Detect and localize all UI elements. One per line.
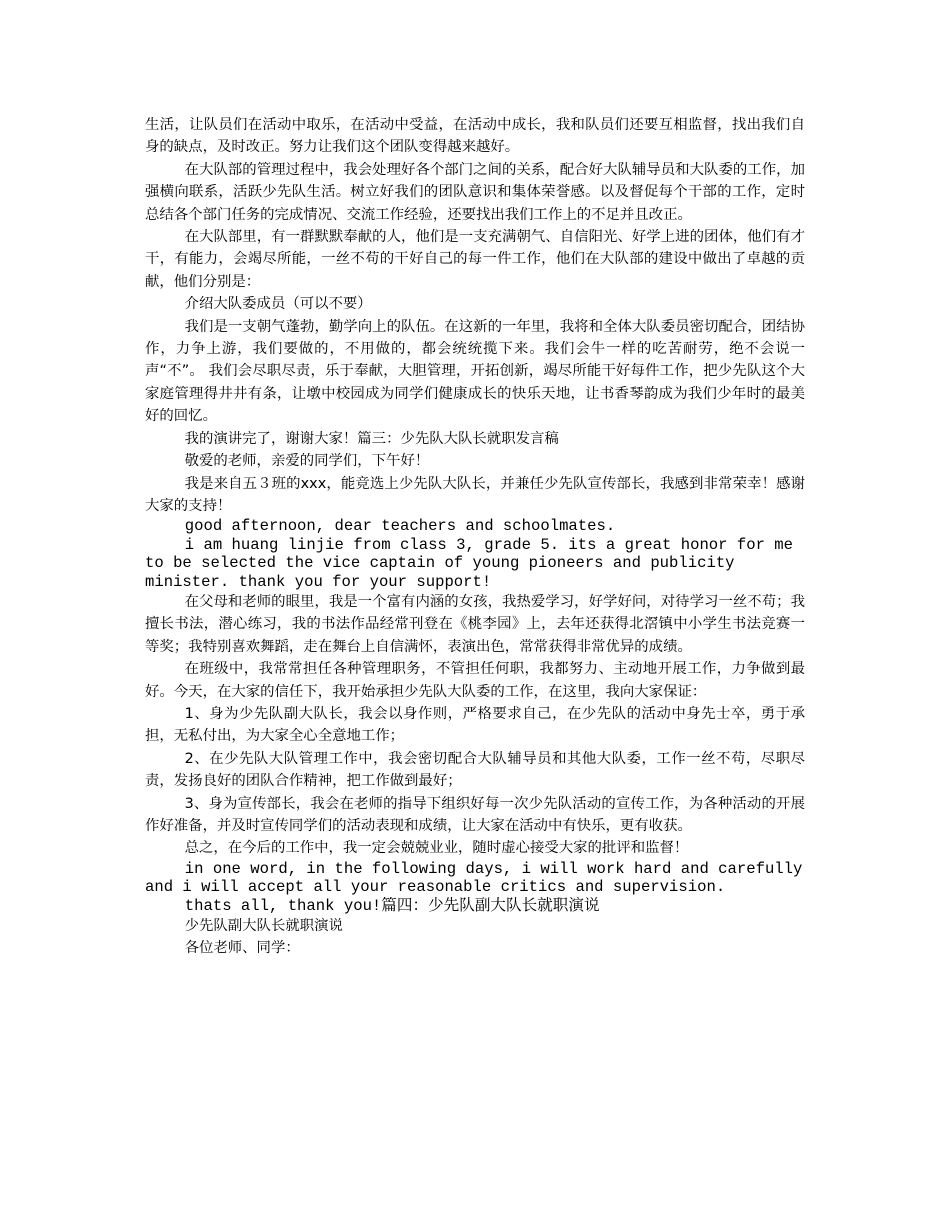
paragraph-speech-end: 我的演讲完了，谢谢大家！篇三：少先队大队长就职发言稿	[184, 430, 559, 447]
paragraph-thats-all: thats all, thank you!篇四：少先队副大队长就职演说	[184, 896, 600, 915]
paragraph-pledge-1: 1、身为少先队副大队长，我会以身作则，严格要求自己，在少先队的活动中身先士卒，勇于承担，无私付出，为大家全心全意地工作；	[145, 705, 805, 745]
paragraph-conclusion: 总之，在今后的工作中，我一定会兢兢业业，随时虚心接受大家的批评和监督！	[184, 840, 689, 857]
paragraph-english-conclusion: in one word, in the following days, i will work hard and carefully and i will accept all your reasonable critics and supervision.	[145, 859, 803, 897]
paragraph-pledge-3: 3、身为宣传部长，我会在老师的指导下组织好每一次少先队活动的宣传工作，为各种活动的开展作好准备，并及时宣传同学们的活动表现和成绩，让大家在活动中有快乐，更有收获。	[145, 795, 805, 834]
paragraph-greeting: 敬爱的老师，亲爱的同学们，下午好！	[184, 453, 430, 470]
paragraph-life-activities: 生活，让队员们在活动中取乐，在活动中受益，在活动中成长，我和队员们还要互相监督，找出我们自身的缺点，及时改正。努力让我们这个团队变得越来越好。	[145, 117, 805, 156]
document-page	[145, 114, 805, 960]
paragraph-vibrant-team: 我们是一支朝气蓬勃，勤学向上的队伍。在这新的一年里，我将和全体大队委员密切配合，团结协作，力争上游，我们要做的，不用做的，都会统统揽下来。我们会牛一样的吃苦耐劳，绝不会说一声“不”。 我们会尽职尽责，乐于奉献，大胆管理，开拓创新，竭尽所能干好每件工作，把少先队这个大家庭管理得井井有条，让墩中校园成为同学们健康成长的快乐天地，让书香琴韵成为我们少年时的最美好的回忆。	[145, 318, 805, 425]
paragraph-self-intro: 我是来自五３班的xxx，能竞选上少先队大队长，并兼任少先队宣传部长，我感到非常荣幸！感谢大家的支持！	[145, 475, 805, 514]
paragraph-class-duties: 在班级中，我常常担任各种管理职务，不管担任何职，我都努力、主动地开展工作，力争做到最好。今天，在大家的信任下，我开始承担少先队大队委的工作，在这里，我向大家保证：	[145, 661, 805, 700]
paragraph-management-process: 在大队部的管理过程中，我会处理好各个部门之间的关系，配合好大队辅导员和大队委的工作，加强横向联系，活跃少先队生活。树立好我们的团队意识和集体荣誉感。以及督促每个干部的工作，定时总结各个部门任务的完成情况、交流工作经验，还要找出我们工作上的不足并且改正。	[145, 161, 805, 223]
paragraph-section-title: 少先队副大队长就职演说	[184, 918, 343, 935]
paragraph-parents-teachers: 在父母和老师的眼里，我是一个富有内涵的女孩，我热爱学习，好学好问，对待学习一丝不苟；我擅长书法，潜心练习，我的书法作品经常刊登在《桃李园》上，去年还获得北滘镇中小学生书法竞赛一等奖；我特别喜欢舞蹈，走在舞台上自信满怀，表演出色，常常获得非常优异的成绩。	[145, 593, 805, 655]
paragraph-english-greeting: good afternoon, dear teachers and schoolmates.	[184, 517, 616, 536]
paragraph-english-intro: i am huang linjie from class 3, grade 5. its a great honor for me to be selected the vice captain of young pioneers and publicity minister. thank you for your support!	[145, 535, 794, 591]
paragraph-dedicated-team: 在大队部里，有一群默默奉献的人，他们是一支充满朝气、自信阳光、好学上进的团体，他们有才干，有能力，会竭尽所能，一丝不苟的干好自己的每一件工作，他们在大队部的建设中做出了卓越的贡献，他们分别是：	[145, 229, 805, 290]
paragraph-pledge-2: 2、在少先队大队管理工作中，我会密切配合大队辅导员和其他大队委，工作一丝不苟，尽职尽责，发扬良好的团队合作精神，把工作做到最好；	[145, 750, 805, 790]
paragraph-salutation: 各位老师、同学：	[184, 940, 300, 957]
paragraph-introduce-members: 介绍大队委成员（可以不要）	[184, 296, 372, 313]
